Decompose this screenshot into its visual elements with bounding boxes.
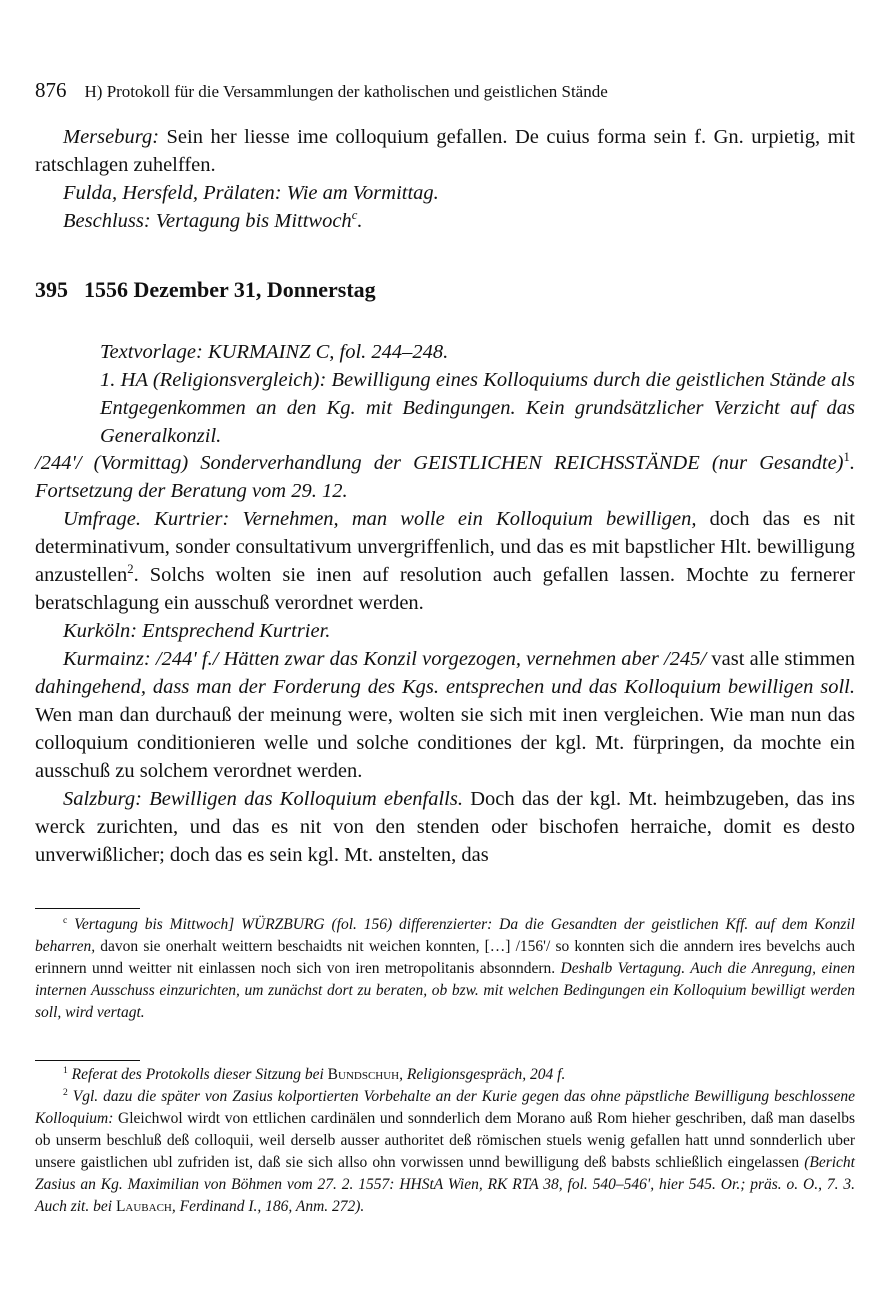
- commentary-footnotes: [35, 1064, 855, 1218]
- paragraph: [35, 914, 855, 1024]
- running-header: [35, 78, 855, 103]
- paragraph: [35, 1064, 855, 1086]
- paragraph: [35, 1086, 855, 1218]
- paragraph: [35, 207, 855, 235]
- main-text: [35, 449, 855, 869]
- text-run: .: [357, 210, 363, 232]
- text-run: Deshalb Vertagung. Auch die Anregung, einen internen Ausschuss einzurichten, um zunächst dort zu beraten, ob bzw. mit welchen Bedingungen ein Kolloquium bewilligt werden soll, wird vertagt.: [35, 960, 855, 1021]
- text-run: Sein her liesse ime colloquium gefallen. De cuius forma sein f. Gn. urpietig, mit ratschlagen zuhelffen.: [35, 126, 855, 176]
- paragraph: [35, 645, 855, 785]
- text-run: dahingehend, dass man der Forderung des Kgs. entsprechen und das Kolloquium bewilligen soll.: [35, 676, 855, 698]
- paragraph: [35, 123, 855, 179]
- running-title: H) Protokoll für die Versammlungen der katholischen und geistlichen Stände: [84, 82, 608, 101]
- text-run: , Religionsgespräch, 204 f.: [399, 1066, 566, 1083]
- text-run: 1. HA (Religionsvergleich): Bewilligung eines Kolloquiums durch die geistlichen Stände als Entgegenkommen an den Kg. mit Bedingungen. Kein grundsätzlicher Verzicht auf das Generalkonzil.: [100, 369, 855, 447]
- text-run: . Solchs wolten sie inen auf resolution auch gefallen lassen. Mochte zu fernerer beratschlagung ein ausschuß verordnet werden.: [35, 564, 855, 614]
- footnote-marker: c: [63, 914, 68, 926]
- paragraph: [35, 617, 855, 645]
- regest: [100, 338, 855, 450]
- text-run: Textvorlage: KURMAINZ C, fol. 244–248.: [100, 341, 449, 363]
- section-heading: [35, 277, 855, 303]
- paragraph: [35, 449, 855, 505]
- text-run: Doch das der kgl. Mt. heimbzugeben, das ins werck zurichten, und das es nit von den stenden oder bischofen herraiche, domit es desto unverwißlicher; doch das es sein kgl. Mt. anstelten, das: [35, 788, 855, 866]
- section-title: 1556 Dezember 31, Donnerstag: [84, 277, 376, 302]
- footnote-rule: [35, 1060, 140, 1061]
- text-run: Gleichwol wirdt von ettlichen cardinälen und sonnderlich dem Morano auß Rom hieher geschriben, daß man daselbs ob unserm beschluß deß colloquii, weil derselb ausser authoritet deß römischen stuels wenig gefallen hatt unnd sonnderlich uber unsere gaistlichen ubl zufriden ist, daß sie sich allso ohn vorwissen unnd bewilligung deß babsts schließlich eingelassen: [35, 1110, 855, 1171]
- paragraph: [100, 366, 855, 450]
- text-run: (Bericht Zasius an Kg. Maximilian von Böhmen vom 27. 2. 1557: HHStA Wien, RK RTA 38, fol. 540–546', hier 545. Or.; präs. o. O., 7. 3. Auch zit. bei: [35, 1154, 855, 1215]
- footnote-marker: 2: [63, 1086, 68, 1098]
- text-run: Merseburg:: [63, 126, 160, 148]
- section-number: 395: [35, 277, 68, 302]
- text-run: Salzburg: Bewilligen das Kolloquium ebenfalls.: [63, 788, 463, 810]
- text-critical-footnotes: [35, 914, 855, 1024]
- text-run: Kurmainz: /244' f./ Hätten zwar das Konzil vorgezogen, vernehmen aber /245/: [63, 648, 707, 670]
- text-run: Vgl. dazu die später von Zasius kolportierten Vorbehalte an der Kurie gegen das ohne päpstliche Bewilligung beschlossene Kolloquium:: [35, 1088, 855, 1127]
- text-run: Umfrage. Kurtrier: Vernehmen, man wolle ein Kolloquium bewilligen,: [63, 508, 697, 530]
- text-run: vast alle stimmen: [706, 648, 855, 670]
- footnote-rule: [35, 908, 140, 909]
- text-run: Vertagung bis Mittwoch] WÜRZBURG (fol. 156) differenzierter: Da die Gesandten der geistlichen Kff. auf dem Konzil beharren,: [35, 916, 855, 955]
- text-run: davon sie onerhalt weittern beschaidts nit weichen konnten, […] /156'/ so konnten sich die anndern ires bevelchs auch erinnern unnd weitter nit einlassen noch sich von iren metropolitanis absonndern.: [35, 938, 855, 977]
- text-run: Beschluss: Vertagung bis Mittwoch: [63, 210, 352, 232]
- paragraph: [35, 785, 855, 869]
- text-run: Bundschuh: [327, 1066, 400, 1083]
- footnote-marker: 1: [843, 450, 850, 465]
- footnote-marker: c: [351, 208, 358, 223]
- text-run: Laubach: [115, 1198, 172, 1215]
- text-run: . Fortsetzung der Beratung vom 29. 12.: [35, 452, 855, 502]
- text-run: , Ferdinand I., 186, Anm. 272).: [171, 1198, 365, 1215]
- text-run: doch das es nit determinativum, sonder consultativum unvergriffenlich, und das es mit bapstlicher Hlt. bewilligung anzustellen: [35, 508, 855, 586]
- text-run: Kurköln: Entsprechend Kurtrier.: [63, 620, 331, 642]
- text-run: Referat des Protokolls dieser Sitzung bei: [67, 1066, 328, 1083]
- text-run: Wen man dan durchauß der meinung were, wolten sie sich mit inen vergleichen. Wie man nun das colloquium conditionieren welle und solche conditiones der kgl. Mt. fürpringen, da mochte ein ausschuß zu solchem verordnet werden.: [35, 704, 855, 782]
- paragraph: [100, 338, 855, 366]
- text-run: Fulda, Hersfeld, Prälaten: Wie am Vormittag.: [63, 182, 439, 204]
- footnote-marker: 2: [127, 562, 134, 577]
- paragraph: [35, 505, 855, 617]
- page-number: 876: [35, 78, 67, 102]
- paragraph: [35, 179, 855, 207]
- footnote-marker: 1: [63, 1064, 68, 1076]
- text-run: /244'/ (Vormittag) Sonderverhandlung der GEISTLICHEN REICHSSTÄNDE (nur Gesandte): [35, 452, 844, 474]
- continued-text: [35, 123, 855, 235]
